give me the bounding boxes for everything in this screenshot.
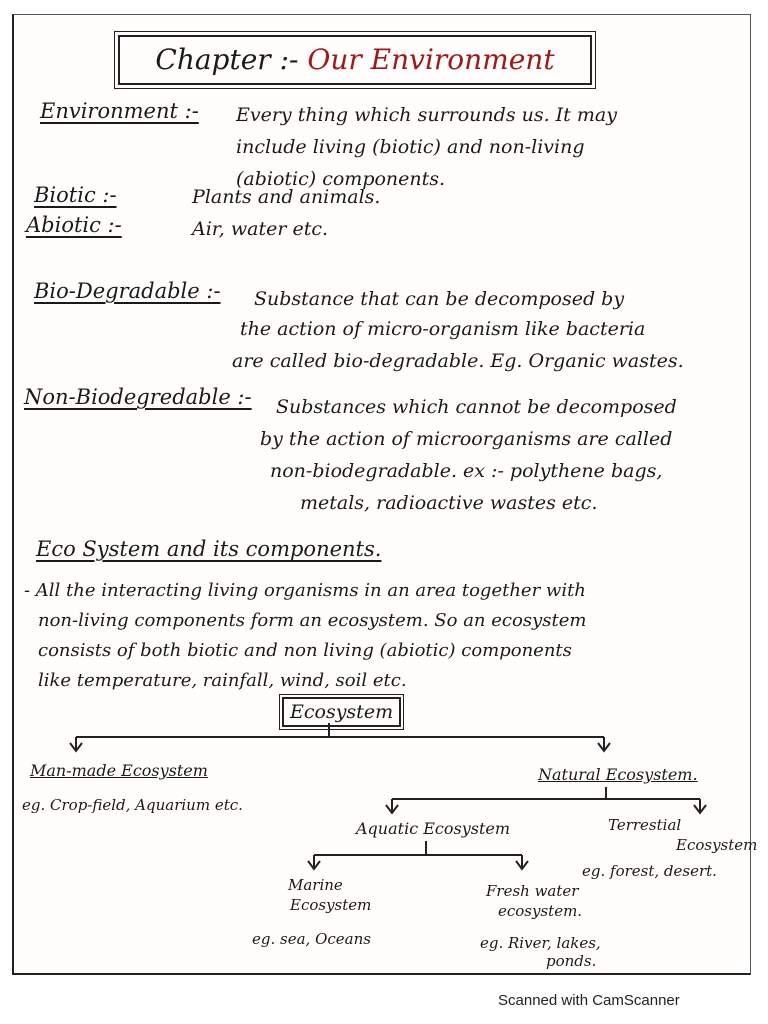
ecosystem-heading: Eco System and its components. [36, 537, 382, 561]
chapter-prefix: Chapter :- [155, 43, 308, 76]
terrestrial-example: eg. forest, desert. [582, 862, 717, 880]
biodegradable-line-1: Substance that can be decomposed by [254, 288, 625, 310]
non-biodegradable-line-1: Substances which cannot be decomposed [276, 396, 677, 418]
node-freshwater-2: ecosystem. [498, 902, 583, 920]
abiotic-text: Air, water etc. [192, 218, 329, 240]
scanner-watermark: Scanned with CamScanner [498, 992, 680, 1009]
term-environment: Environment :- [40, 99, 199, 123]
biodegradable-line-3: are called bio-degradable. Eg. Organic wastes. [232, 350, 684, 372]
ecosystem-line-2: non-living components form an ecosystem. So an ecosystem [38, 610, 587, 631]
node-ecosystem: Ecosystem [282, 697, 401, 727]
node-man-made: Man-made Ecosystem [30, 761, 208, 780]
freshwater-example-2: ponds. [546, 952, 597, 970]
node-marine-1: Marine [288, 876, 343, 894]
term-abiotic: Abiotic :- [26, 213, 122, 237]
biodegradable-line-2: the action of micro-organism like bacteria [240, 318, 646, 340]
ecosystem-line-3: consists of both biotic and non living (abiotic) components [38, 640, 572, 661]
node-terrestrial-1: Terrestial [608, 816, 682, 834]
ecosystem-line-1: - All the interacting living organisms in an area together with [24, 580, 586, 601]
node-freshwater-1: Fresh water [486, 882, 579, 900]
notebook-page [12, 14, 758, 975]
non-biodegradable-line-3: non-biodegradable. ex :- polythene bags, [270, 460, 663, 482]
chapter-name: Our Environment [307, 43, 555, 76]
environment-line-2: include living (biotic) and non-living [236, 136, 585, 158]
term-biodegradable: Bio-Degradable :- [34, 279, 221, 303]
environment-line-1: Every thing which surrounds us. It may [236, 104, 617, 126]
man-made-example: eg. Crop-field, Aquarium etc. [22, 796, 243, 814]
node-natural: Natural Ecosystem. [538, 765, 698, 784]
node-marine-2: Ecosystem [290, 896, 372, 914]
term-biotic: Biotic :- [34, 183, 117, 207]
node-aquatic: Aquatic Ecosystem [356, 819, 511, 838]
biotic-text: Plants and animals. [192, 186, 381, 208]
node-terrestrial-2: Ecosystem [676, 836, 758, 854]
ecosystem-line-4: like temperature, rainfall, wind, soil etc. [38, 670, 407, 691]
non-biodegradable-line-2: by the action of microorganisms are called [260, 428, 673, 450]
freshwater-example-1: eg. River, lakes, [480, 934, 601, 952]
non-biodegradable-line-4: metals, radioactive wastes etc. [300, 492, 598, 514]
environment-line-3: (abiotic) components. [236, 168, 446, 190]
term-non-biodegradable: Non-Biodegredable :- [24, 385, 252, 409]
marine-example: eg. sea, Oceans [252, 930, 371, 948]
